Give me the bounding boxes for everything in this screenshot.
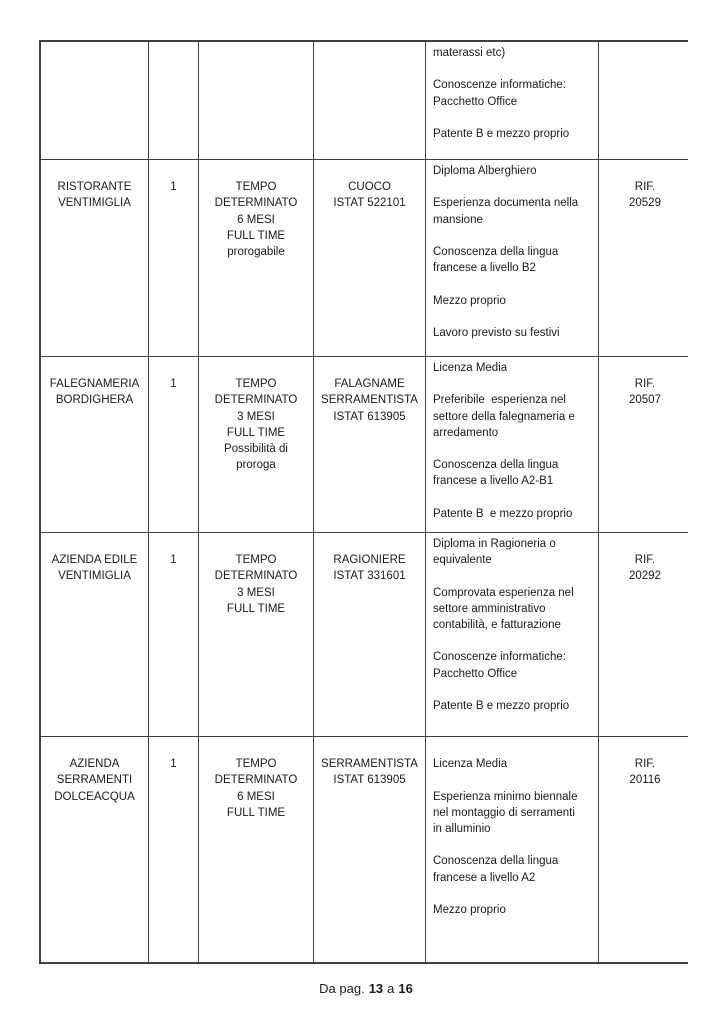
cell-line: CUOCO xyxy=(348,181,391,194)
cell-line: Conoscenze informatiche: xyxy=(433,79,566,92)
footer-to-page: 16 xyxy=(398,981,413,996)
cell-line: DETERMINATO xyxy=(214,197,298,210)
cell-line: arredamento xyxy=(433,426,499,439)
cell-line: DETERMINATO xyxy=(214,394,298,407)
cell-line: Diploma in Ragioneria o xyxy=(433,538,556,550)
cell-line: 20292 xyxy=(629,570,661,583)
cell-line xyxy=(433,376,593,392)
cell-line xyxy=(43,536,146,552)
cell-line: Conoscenza della lingua xyxy=(433,246,559,259)
cell-falegnameria-bordighera-contract-type xyxy=(199,357,313,532)
cell-line: Licenza Media xyxy=(433,758,508,771)
cell-azienda-serramenti-dolceacqua-role xyxy=(314,737,425,962)
cell-falegnameria-bordighera-role xyxy=(314,357,425,532)
cell-line xyxy=(201,163,311,179)
cell-line: RIF. xyxy=(634,554,656,567)
cell-line: Conoscenza della lingua xyxy=(433,459,559,472)
cell-line: ISTAT 613905 xyxy=(333,410,406,423)
cell-line: TEMPO xyxy=(235,181,277,194)
cell-line: contabilità, e fatturazione xyxy=(433,619,561,632)
cell-falegnameria-bordighera-positions xyxy=(149,357,198,532)
cell-line xyxy=(151,163,196,179)
cell-line: 1 xyxy=(170,378,177,391)
cell-line: TEMPO xyxy=(235,758,277,771)
cell-continuation-row-role xyxy=(314,42,425,159)
cell-line: Patente B e mezzo proprio xyxy=(433,128,570,141)
cell-line xyxy=(433,179,593,195)
cell-line: DETERMINATO xyxy=(214,570,298,583)
cell-azienda-edile-ventimiglia-company xyxy=(41,533,148,736)
cell-line: Conoscenza della lingua xyxy=(433,855,559,868)
jobs-table xyxy=(39,40,688,964)
cell-azienda-edile-ventimiglia-positions xyxy=(149,533,198,736)
cell-line: 3 MESI xyxy=(237,410,275,423)
cell-line: FALAGNAME xyxy=(334,378,405,391)
cell-line xyxy=(433,886,593,902)
cell-line: materassi etc) xyxy=(433,47,506,59)
cell-line xyxy=(316,740,423,756)
cell-line: settore della falegnameria e xyxy=(433,410,575,423)
cell-line xyxy=(201,740,311,756)
cell-line: FALEGNAMERIA xyxy=(49,378,140,391)
cell-line: Pacchetto Office xyxy=(433,95,518,108)
cell-line xyxy=(433,772,593,788)
cell-line: AZIENDA EDILE xyxy=(51,554,138,567)
cell-azienda-serramenti-dolceacqua-positions xyxy=(149,737,198,962)
cell-line: ISTAT 331601 xyxy=(333,570,406,583)
cell-line: 6 MESI xyxy=(237,213,275,226)
cell-line: 20116 xyxy=(629,774,661,787)
cell-line: BORDIGHERA xyxy=(55,394,134,407)
cell-line: SERRAMENTISTA xyxy=(321,394,418,407)
cell-line: Diploma Alberghiero xyxy=(433,165,537,177)
cell-line: Conoscenze informatiche: xyxy=(433,651,566,664)
cell-azienda-serramenti-dolceacqua-company xyxy=(41,737,148,962)
cell-line: AZIENDA xyxy=(69,758,120,771)
cell-line xyxy=(316,536,423,552)
cell-line: 1 xyxy=(170,554,177,567)
cell-line: 6 MESI xyxy=(237,790,275,803)
cell-azienda-serramenti-dolceacqua-requirements xyxy=(426,737,598,962)
footer-from-page: 13 xyxy=(368,981,384,996)
cell-line xyxy=(151,360,196,376)
cell-line: Patente B e mezzo proprio xyxy=(433,700,570,713)
cell-line xyxy=(601,740,689,756)
page-footer xyxy=(39,981,693,996)
cell-line: francese a livello A2 xyxy=(433,871,536,884)
cell-line: VENTIMIGLIA xyxy=(58,197,131,210)
cell-azienda-serramenti-dolceacqua-reference xyxy=(599,737,691,962)
cell-line: 20529 xyxy=(629,197,661,210)
cell-line: proroga xyxy=(236,459,276,472)
cell-line: FULL TIME xyxy=(226,602,286,615)
cell-line: ISTAT 613905 xyxy=(333,774,406,787)
cell-line: Lavoro previsto su festivi xyxy=(433,327,560,340)
cell-falegnameria-bordighera-reference xyxy=(599,357,691,532)
cell-line: 1 xyxy=(170,758,177,771)
cell-ristorante-ventimiglia-requirements xyxy=(426,160,598,356)
cell-line: 20507 xyxy=(629,394,661,407)
cell-line xyxy=(601,163,689,179)
cell-ristorante-ventimiglia-company xyxy=(41,160,148,356)
cell-azienda-serramenti-dolceacqua-contract-type xyxy=(199,737,313,962)
cell-line: SERRAMENTISTA xyxy=(321,758,418,771)
cell-line xyxy=(433,110,593,126)
cell-line: FULL TIME xyxy=(226,426,286,439)
cell-line: mansione xyxy=(433,213,483,226)
cell-continuation-row-company xyxy=(41,42,148,159)
cell-line xyxy=(433,837,593,853)
cell-line xyxy=(201,536,311,552)
cell-line: ISTAT 522101 xyxy=(333,197,406,210)
cell-line: RIF. xyxy=(634,181,656,194)
cell-azienda-edile-ventimiglia-requirements xyxy=(426,533,598,736)
cell-line xyxy=(433,276,593,292)
cell-line: Mezzo proprio xyxy=(433,294,506,307)
cell-ristorante-ventimiglia-role xyxy=(314,160,425,356)
cell-line xyxy=(43,360,146,376)
cell-line: RIF. xyxy=(634,758,656,771)
cell-line: nel montaggio di serramenti xyxy=(433,806,575,819)
cell-line: RISTORANTE xyxy=(57,181,132,194)
cell-line: prorogabile xyxy=(227,246,285,259)
cell-continuation-row-contract-type xyxy=(199,42,313,159)
cell-line: VENTIMIGLIA xyxy=(58,570,131,583)
cell-line: Comprovata esperienza nel xyxy=(433,586,574,599)
cell-line xyxy=(43,740,146,756)
cell-azienda-edile-ventimiglia-reference xyxy=(599,533,691,736)
cell-line: 1 xyxy=(170,181,177,194)
cell-line: FULL TIME xyxy=(226,806,286,819)
cell-line xyxy=(433,309,593,325)
cell-continuation-row-reference xyxy=(599,42,691,159)
cell-line: francese a livello A2-B1 xyxy=(433,475,554,488)
cell-line xyxy=(151,740,196,756)
cell-line xyxy=(433,633,593,649)
cell-falegnameria-bordighera-company xyxy=(41,357,148,532)
cell-ristorante-ventimiglia-positions xyxy=(149,160,198,356)
cell-line xyxy=(433,441,593,457)
cell-line xyxy=(601,360,689,376)
cell-line: Mezzo proprio xyxy=(433,904,506,917)
cell-line: DOLCEACQUA xyxy=(54,790,135,803)
cell-line: SERRAMENTI xyxy=(56,774,133,787)
cell-line xyxy=(433,682,593,698)
cell-continuation-row-requirements xyxy=(426,42,598,159)
cell-line: FULL TIME xyxy=(226,229,286,242)
cell-line: settore amministrativo xyxy=(433,602,546,615)
footer-prefix: Da pag. xyxy=(319,981,365,996)
cell-line: 3 MESI xyxy=(237,586,275,599)
cell-line xyxy=(433,228,593,244)
cell-line: RAGIONIERE xyxy=(333,554,406,567)
cell-line: Esperienza documenta nella xyxy=(433,197,579,210)
cell-line: Preferibile esperienza nel xyxy=(433,394,566,407)
cell-line xyxy=(201,360,311,376)
cell-azienda-edile-ventimiglia-contract-type xyxy=(199,533,313,736)
cell-line xyxy=(433,568,593,584)
cell-line xyxy=(433,740,593,756)
cell-line: Possibilità di xyxy=(224,443,288,456)
cell-line xyxy=(316,360,423,376)
cell-line: RIF. xyxy=(634,378,656,391)
cell-line xyxy=(433,61,593,77)
cell-line xyxy=(316,163,423,179)
cell-line: TEMPO xyxy=(235,378,277,391)
cell-line: equivalente xyxy=(433,554,492,567)
cell-line: Patente B e mezzo proprio xyxy=(433,507,573,520)
cell-ristorante-ventimiglia-contract-type xyxy=(199,160,313,356)
cell-continuation-row-positions xyxy=(149,42,198,159)
cell-line xyxy=(43,163,146,179)
cell-line: in alluminio xyxy=(433,823,491,836)
cell-line xyxy=(601,536,689,552)
cell-ristorante-ventimiglia-reference xyxy=(599,160,691,356)
cell-line: Pacchetto Office xyxy=(433,667,518,680)
cell-falegnameria-bordighera-requirements xyxy=(426,357,598,532)
cell-line xyxy=(433,490,593,506)
cell-line xyxy=(151,536,196,552)
cell-line: francese a livello B2 xyxy=(433,262,536,275)
cell-azienda-edile-ventimiglia-role xyxy=(314,533,425,736)
footer-separator: a xyxy=(387,981,395,996)
cell-line: Licenza Media xyxy=(433,362,508,374)
cell-line: Esperienza minimo biennale xyxy=(433,790,578,803)
cell-line: TEMPO xyxy=(235,554,277,567)
cell-line: DETERMINATO xyxy=(214,774,298,787)
